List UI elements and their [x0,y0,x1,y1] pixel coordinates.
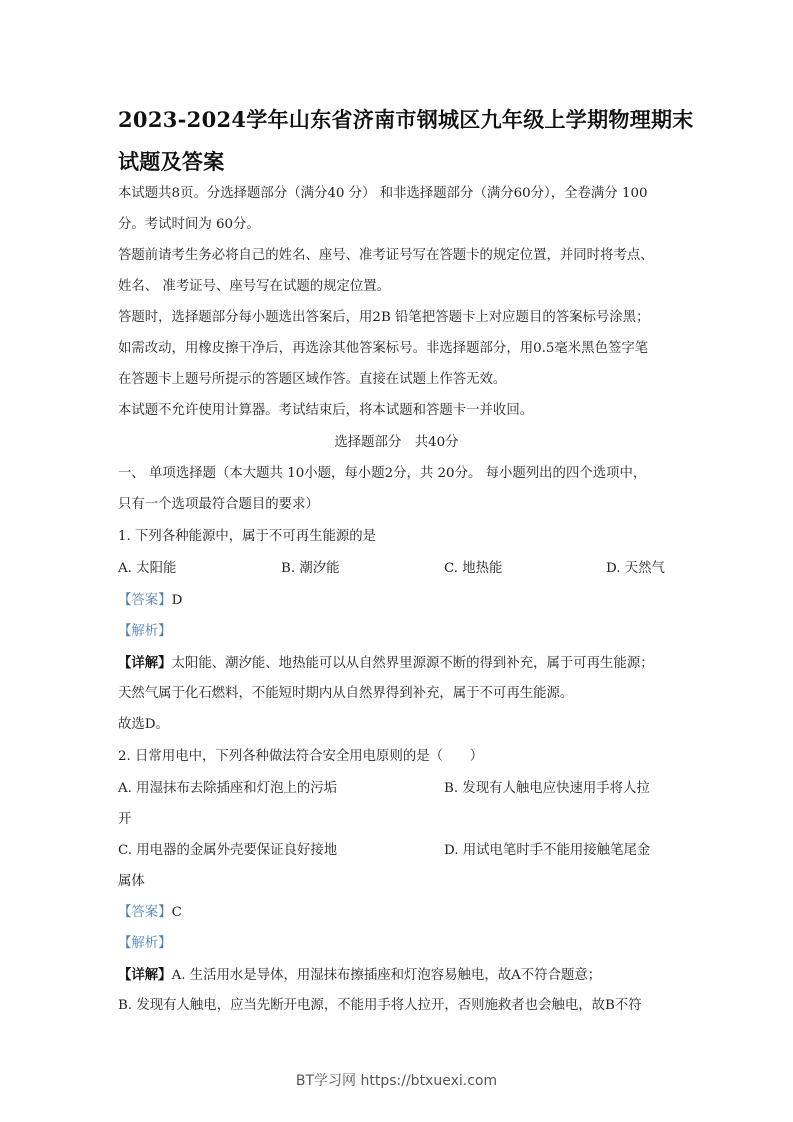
intro-line: 答题前请考生务必将自己的姓名、座号、准考证号写在答题卡的规定位置，并同时将考点、 [118,248,654,263]
intro-line: 姓名、 准考证号、座号写在试题的规定位置。 [118,279,391,294]
answer-label: 【答案】 [118,905,172,920]
question-1-stem: 1. 下列各种能源中，属于不可再生能源的是 [118,529,377,544]
document-title-line2: 试题及答案 [118,149,225,174]
question-1-option-a: A. 太阳能 [118,561,177,576]
question-1-option-c: C. 地热能 [444,561,503,576]
question-1-conclusion: 故选D。 [118,717,169,732]
intro-line: 如需改动，用橡皮擦干净后，再选涂其他答案标号。非选择题部分，用0.5毫米黑色签字笔 [118,341,649,356]
question-1-option-d: D. 天然气 [606,561,665,576]
question-1-detail [118,655,654,672]
intro-line: 在答题卡上题号所提示的答题区域作答。直接在试题上作答无效。 [118,372,507,387]
intro-line: 答题时，选择题部分每小题选出答案后，用2B 铅笔把答题卡上对应题目的答案标号涂黑； [118,310,650,325]
intro-line: 分。考试时间为 60分。 [118,217,260,232]
question-2-answer [118,905,182,921]
question-2-detail-line: B. 发现有人触电，应当先断开电源，不能用手将人拉开，否则施救者也会触电，故B不符 [118,998,642,1013]
detail-text: 太阳能、潮汐能、地热能可以从自然界里源源不断的得到补充，属于可再生能源； [171,656,654,671]
question-2-option-b: B. 发现有人触电应快速用手将人拉 [444,781,650,796]
answer-value: C [171,905,182,920]
question-2-option-d-wrap: 属体 [118,874,145,889]
section-heading: 选择题部分 共40分 [334,435,459,450]
question-2-option-b-wrap: 开 [118,812,132,827]
part-one-instructions: 只有一个选项最符合题目的要求） [118,497,319,512]
question-2-option-d: D. 用试电笔时手不能用接触笔尾金 [444,843,651,858]
question-2-detail [118,967,601,984]
question-2-option-c: C. 用电器的金属外壳要保证良好接地 [118,843,338,858]
detail-label: 【详解】 [118,655,172,671]
question-1-answer [118,593,182,609]
footer-watermark: BT学习网 https://btxuexi.com [295,1073,498,1089]
answer-value: D [171,593,183,608]
intro-line: 本试题共8页。分选择题部分（满分40 分） 和非选择题部分（满分60分），全卷满分 100 [118,186,648,201]
detail-text: A. 生活用水是导体，用湿抹布擦插座和灯泡容易触电，故A不符合题意； [171,968,602,983]
question-2-stem: 2. 日常用电中，下列各种做法符合安全用电原则的是（ ） [118,749,484,764]
document-title-line1: 2023-2024学年山东省济南市钢城区九年级上学期物理期末 [118,107,694,132]
part-one-instructions: 一、 单项选择题（本大题共 10小题，每小题2分，共 20分。 每小题列出的四个选项中， [118,466,647,481]
answer-label: 【答案】 [118,593,172,608]
question-1-detail-line: 天然气属于化石燃料，不能短时期内从自然界得到补充，属于不可再生能源。 [118,686,574,701]
question-2-analysis [118,936,172,952]
intro-line: 本试题不允许使用计算器。考试结束后，将本试题和答题卡一并收回。 [118,403,534,418]
question-1-analysis [118,624,172,640]
analysis-label: 【解析】 [118,624,172,639]
question-2-option-a: A. 用湿抹布去除插座和灯泡上的污垢 [118,781,338,796]
question-1-option-b: B. 潮汐能 [281,561,340,576]
detail-label: 【详解】 [118,967,172,983]
analysis-label: 【解析】 [118,936,172,951]
